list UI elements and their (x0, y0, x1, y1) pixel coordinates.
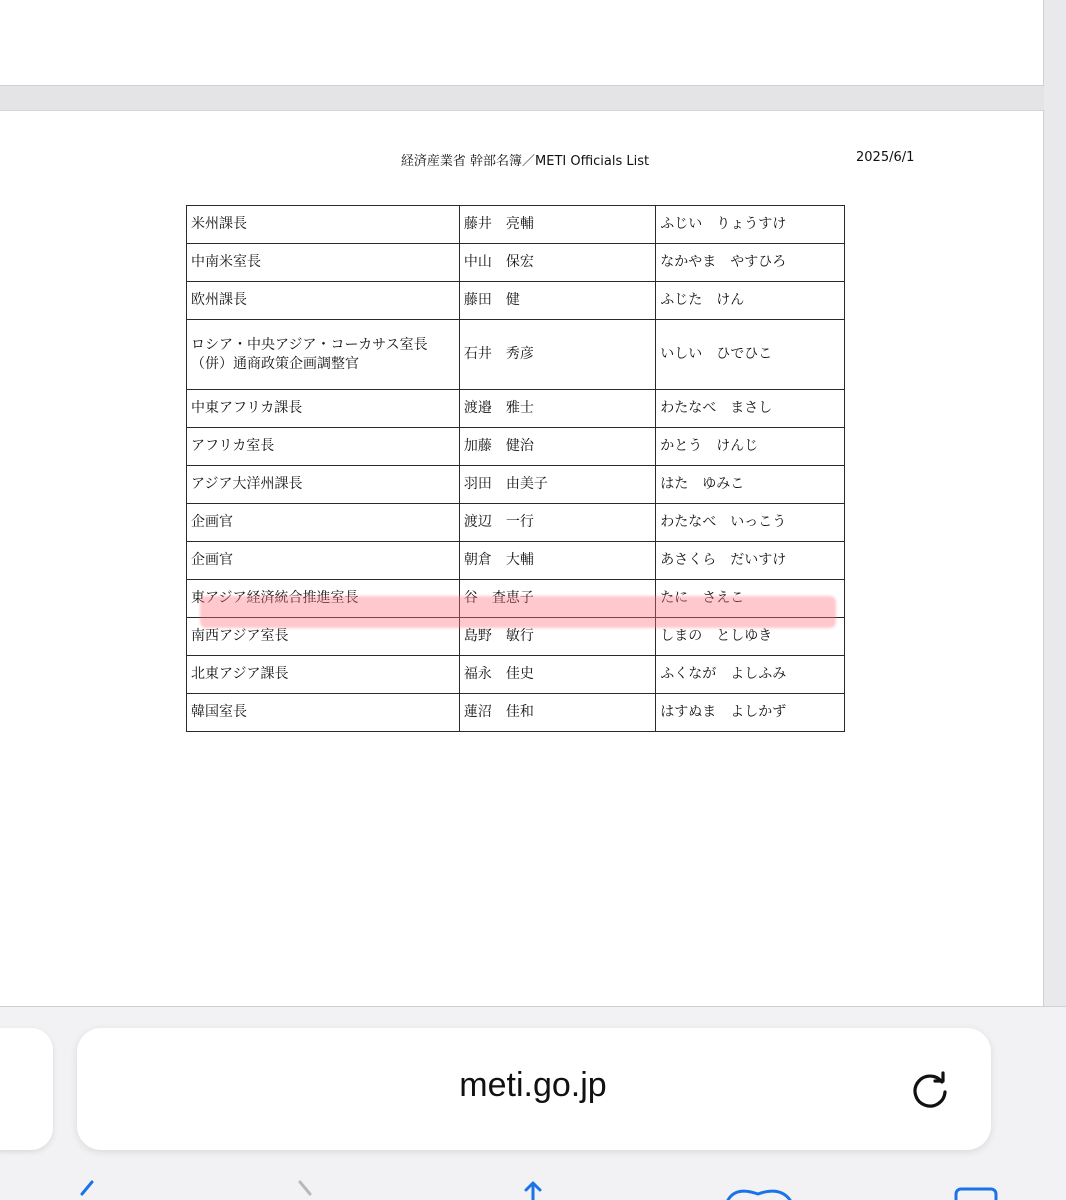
position-cell: 企画官 (187, 542, 460, 580)
table-row (187, 656, 845, 694)
reading-cell: わたなべ いっこう (656, 504, 845, 542)
position-cell: 中東アフリカ課長 (187, 390, 460, 428)
name-cell: 蓮沼 佳和 (459, 694, 655, 732)
document-title: 経済産業省 幹部名簿／METI Officials List (400, 154, 650, 169)
url-text[interactable]: meti.go.jp (459, 1066, 607, 1104)
reading-cell: はすぬま よしかず (656, 694, 845, 732)
table-row (187, 618, 845, 656)
table-row (187, 244, 845, 282)
document-date: 2025/6/1 (856, 150, 915, 165)
table-row (187, 206, 845, 244)
name-cell: 島野 敏行 (459, 618, 655, 656)
table-row (187, 428, 845, 466)
reading-cell: いしい ひでひこ (656, 320, 845, 390)
name-cell: 藤田 健 (459, 282, 655, 320)
position-line-1: ロシア・中央アジア・コーカサス室長 (191, 336, 428, 353)
forward-icon[interactable] (284, 1180, 328, 1200)
table-row (187, 694, 845, 732)
position-cell: 欧州課長 (187, 282, 460, 320)
position-cell: 韓国室長 (187, 694, 460, 732)
reload-icon[interactable] (906, 1066, 954, 1114)
table-row-highlighted (187, 580, 845, 618)
table-row (187, 466, 845, 504)
name-cell: 加藤 健治 (459, 428, 655, 466)
name-cell: 中山 保宏 (459, 244, 655, 282)
name-cell: 朝倉 大輔 (459, 542, 655, 580)
position-cell: 南西アジア室長 (187, 618, 460, 656)
reading-cell: しまの としゆき (656, 618, 845, 656)
table-row (187, 542, 845, 580)
officials-table (186, 205, 845, 732)
table-row (187, 320, 845, 390)
previous-pdf-page (0, 0, 1044, 86)
share-icon[interactable] (511, 1180, 555, 1200)
reading-cell: ふじた けん (656, 282, 845, 320)
name-cell: 渡邉 雅士 (459, 390, 655, 428)
reading-cell: はた ゆみこ (656, 466, 845, 504)
reading-cell: なかやま やすひろ (656, 244, 845, 282)
name-cell: 福永 佳史 (459, 656, 655, 694)
reading-cell: わたなべ まさし (656, 390, 845, 428)
reading-cell: たに さえこ (656, 580, 845, 618)
reading-cell: かとう けんじ (656, 428, 845, 466)
tabs-icon[interactable] (952, 1180, 1004, 1200)
position-cell (187, 320, 460, 390)
name-cell: 羽田 由美子 (459, 466, 655, 504)
table-row (187, 504, 845, 542)
name-cell: 谷 査恵子 (459, 580, 655, 618)
position-cell: 企画官 (187, 504, 460, 542)
position-cell: アジア大洋州課長 (187, 466, 460, 504)
table-row (187, 390, 845, 428)
position-line-2: （併）通商政策企画調整官 (191, 355, 359, 372)
position-cell: 米州課長 (187, 206, 460, 244)
table-row (187, 282, 845, 320)
scroll-gutter (1044, 0, 1066, 1006)
bookmarks-icon[interactable] (724, 1180, 794, 1200)
reading-cell: ふじい りょうすけ (656, 206, 845, 244)
position-cell: 東アジア経済統合推進室長 (187, 580, 460, 618)
position-cell: アフリカ室長 (187, 428, 460, 466)
position-cell: 中南米室長 (187, 244, 460, 282)
reading-cell: あさくら だいすけ (656, 542, 845, 580)
name-cell: 石井 秀彦 (459, 320, 655, 390)
reading-cell: ふくなが よしふみ (656, 656, 845, 694)
position-cell: 北東アジア課長 (187, 656, 460, 694)
back-icon[interactable] (66, 1180, 110, 1200)
name-cell: 藤井 亮輔 (459, 206, 655, 244)
name-cell: 渡辺 一行 (459, 504, 655, 542)
